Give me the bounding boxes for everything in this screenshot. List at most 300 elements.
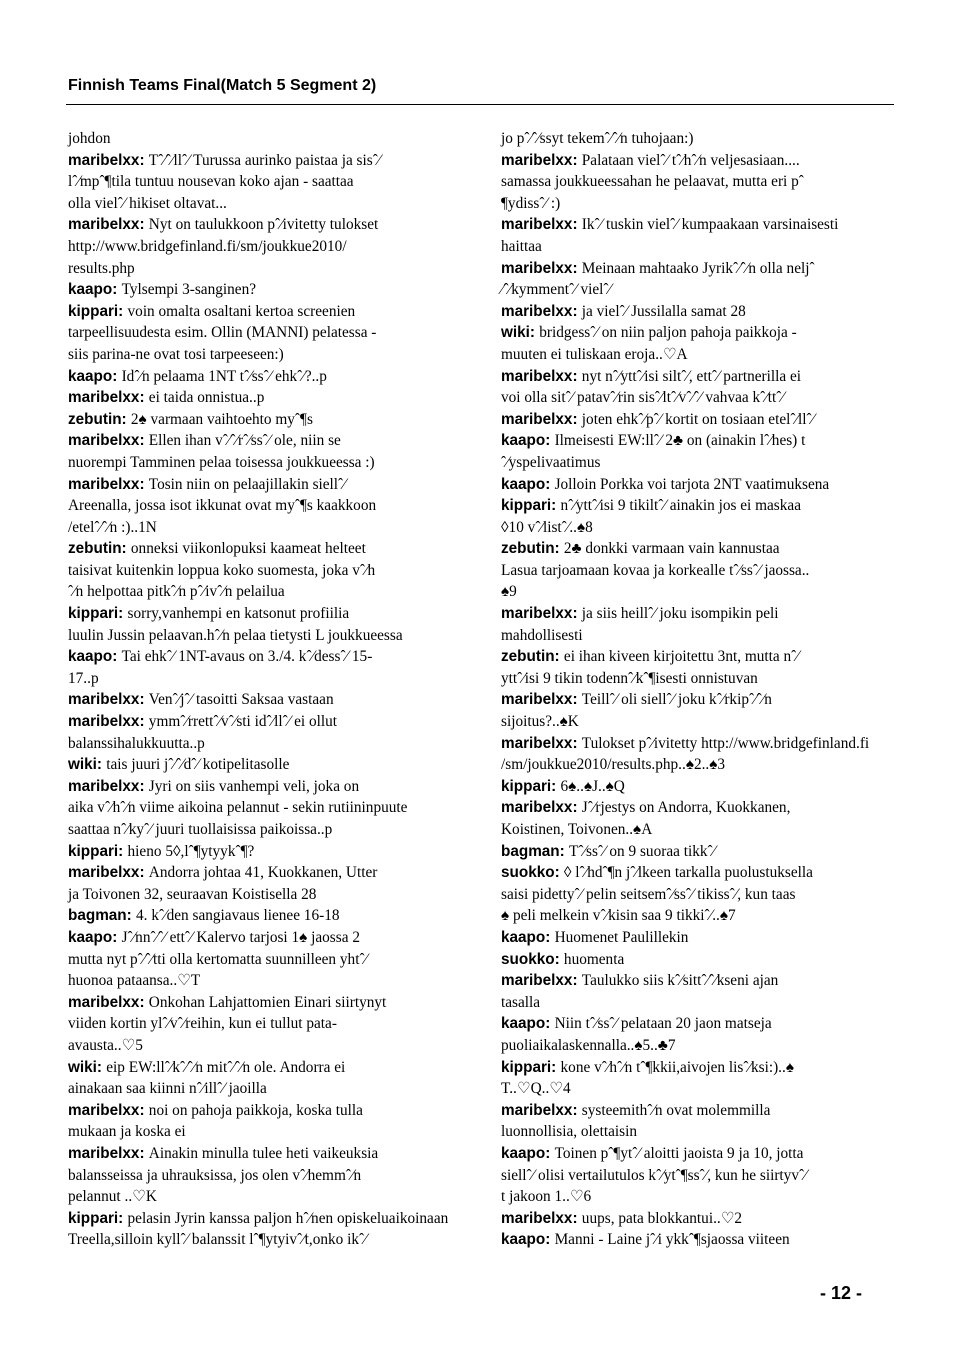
chat-line — [501, 1078, 893, 1100]
speaker-colon: : — [572, 1209, 582, 1227]
message-text: Jyri on siis vanhempi veli, joka on — [148, 777, 360, 795]
speaker-colon: : — [545, 432, 555, 450]
chat-line — [501, 884, 893, 906]
chat-line — [501, 538, 893, 560]
speaker-name: kippari — [68, 605, 119, 623]
speaker-colon: : — [96, 756, 107, 774]
message-text: ˆ⁄n helpottaa pitkˆ⁄n pˆ⁄ivˆ⁄n pelailua — [68, 583, 285, 601]
message-text: noi on pahoja paikkoja, koska tulla — [148, 1101, 363, 1119]
speaker-colon: : — [545, 1015, 555, 1033]
speaker-name: maribelxx — [68, 993, 140, 1011]
message-text: ja siis heillˆ⁄ joku isompikin peli — [581, 605, 779, 623]
speaker-colon: : — [554, 540, 564, 558]
message-text: huonoa pataansa..♡T — [68, 972, 201, 990]
message-text: voi olla sitˆ⁄ patavˆ⁄rin sisˆ⁄ltˆ⁄vˆ⁄ˆ⁄ vahvaa kˆ⁄ttˆ⁄ — [501, 389, 784, 407]
speaker-colon: : — [139, 1144, 149, 1162]
message-text: olla vielˆ⁄ hikiset oltavat... — [68, 194, 227, 212]
message-text: Tosin niin on pelaajillakin siellˆ⁄ — [148, 475, 346, 493]
speaker-colon: : — [139, 475, 149, 493]
chat-line — [68, 733, 460, 755]
chat-line — [68, 322, 460, 344]
speaker-name: maribelxx — [68, 713, 140, 731]
message-text: T..♡Q..♡4 — [501, 1080, 571, 1098]
chat-line — [501, 797, 893, 819]
speaker-colon: : — [139, 864, 149, 882]
chat-line — [68, 603, 460, 625]
page-header-title: Finnish Teams Final(Match 5 Segment 2) — [68, 77, 377, 94]
speaker-colon: : — [559, 842, 570, 860]
chat-line — [68, 1165, 460, 1187]
chat-line — [501, 1100, 893, 1122]
chat-line — [501, 128, 893, 150]
chat-line — [501, 1013, 893, 1035]
message-text: yttˆ⁄isi 9 tikin todennˆ⁄kˆ¶isesti onnistuvan — [501, 669, 758, 687]
chat-line — [68, 754, 460, 776]
chat-line — [501, 452, 893, 474]
message-text: Manni - Laine jˆ⁄i ykkˆ¶sjaossa viiteen — [554, 1231, 790, 1249]
speaker-colon: : — [139, 216, 149, 234]
message-text: t jakoon 1..♡6 — [501, 1188, 592, 1206]
speaker-colon: : — [554, 648, 564, 666]
message-text: Meinaan mahtaako Jyrikˆ⁄ˆ⁄n olla neljˆ — [581, 259, 815, 277]
speaker-colon: : — [139, 151, 149, 169]
message-text: mutta nyt pˆ⁄ˆ⁄tti olla kertomatta suunnilleen yhtˆ⁄ — [68, 950, 368, 968]
message-text: Idˆ⁄n pelaama 1NT tˆ⁄ssˆ⁄ ehkˆ⁄?..p — [121, 367, 327, 385]
chat-line — [501, 322, 893, 344]
message-text: johdon — [68, 130, 111, 147]
speaker-colon: : — [554, 950, 564, 968]
message-text: puoliaikalaskennalla..♠5..♣7 — [501, 1036, 676, 1054]
message-text: haittaa — [501, 237, 542, 255]
chat-line — [68, 776, 460, 798]
right-column — [501, 128, 893, 1251]
chat-line — [501, 905, 893, 927]
message-text: voin omalta osaltani kertoa screenien — [127, 302, 356, 320]
speaker-name: kaapo — [501, 1144, 546, 1162]
message-text: /sm/joukkue2010/results.php..♠2..♠3 — [501, 756, 726, 774]
chat-line — [501, 625, 893, 647]
speaker-colon: : — [529, 324, 540, 342]
chat-line — [68, 387, 460, 409]
message-text: lˆ⁄mpˆ¶tila tuntuu nousevan koko ajan - saattaa — [68, 173, 354, 191]
speaker-colon: : — [139, 713, 149, 731]
speaker-name: kaapo — [501, 928, 546, 946]
chat-line — [68, 819, 460, 841]
speaker-colon: : — [112, 648, 122, 666]
speaker-colon: : — [572, 799, 582, 817]
message-text: ja Toivonen 32, seuraavan Koistisella 28 — [68, 885, 317, 903]
message-text: Andorra johtaa 41, Kuokkanen, Utter — [148, 864, 378, 882]
message-text: ei taida onnistua..p — [148, 389, 265, 407]
speaker-colon: : — [572, 259, 582, 277]
message-text: Tˆ⁄ssˆ⁄ on 9 suoraa tikkˆ⁄ — [569, 842, 716, 860]
message-text: ei ihan kiveen kirjoitettu 3nt, mutta nˆ⁄ — [563, 648, 799, 666]
speaker-colon: : — [118, 842, 128, 860]
chat-line — [68, 625, 460, 647]
chat-line — [68, 279, 460, 301]
left-column — [68, 128, 460, 1251]
message-text: 17..p — [68, 669, 99, 687]
speaker-name: kaapo — [68, 928, 113, 946]
message-text: Ilmeisesti EW:llˆ⁄ 2♣ on (ainakin lˆ⁄hes) t — [554, 432, 806, 450]
message-text: 2♠ varmaan vaihtoehto myˆ¶s — [130, 410, 313, 428]
speaker-name: wiki — [68, 756, 97, 774]
message-text: Palataan vielˆ⁄ tˆ⁄hˆ⁄n veljesasiaan.... — [581, 151, 800, 169]
message-text: muuten ei tuliskaan eroja..♡A — [501, 345, 688, 363]
chat-line — [68, 884, 460, 906]
message-text: ♠ peli melkein vˆ⁄kisin saa 9 tikkiˆ⁄..♠7 — [501, 907, 736, 925]
message-text: 4. kˆ⁄den sangiavaus lienee 16-18 — [136, 907, 340, 925]
speaker-name: kaapo — [501, 432, 546, 450]
speaker-name: maribelxx — [68, 216, 140, 234]
speaker-colon: : — [139, 1101, 149, 1119]
message-text: hieno 5◊,lˆ¶ytyykˆ¶? — [127, 842, 255, 860]
speaker-name: maribelxx — [68, 691, 140, 709]
speaker-name: maribelxx — [501, 216, 573, 234]
message-text: onneksi viikonlopuksi kaameat helteet — [130, 540, 366, 558]
message-text: ja vielˆ⁄ Jussilalla samat 28 — [581, 302, 746, 320]
chat-line — [68, 927, 460, 949]
chat-line — [68, 474, 460, 496]
chat-line — [501, 236, 893, 258]
chat-line — [68, 668, 460, 690]
speaker-name: maribelxx — [501, 691, 573, 709]
message-text: tasalla — [501, 993, 541, 1011]
message-text: ¶ydissˆ⁄ :) — [501, 194, 561, 212]
chat-line — [501, 1165, 893, 1187]
speaker-name: maribelxx — [501, 259, 573, 277]
chat-line — [501, 603, 893, 625]
speaker-name: maribelxx — [501, 972, 573, 990]
chat-line — [501, 171, 893, 193]
message-text: results.php — [68, 259, 135, 277]
message-text: ˆ⁄yspelivaatimus — [501, 453, 601, 471]
chat-line — [68, 970, 460, 992]
message-text: ◊10 vˆ⁄listˆ⁄..♠8 — [501, 518, 593, 536]
message-text: sijoitus?..♠K — [501, 713, 579, 731]
message-text: nyt nˆ⁄yttˆ⁄isi siltˆ⁄, ettˆ⁄ partnerilla ei — [581, 367, 802, 385]
message-text: balansseissa ja uhrauksissa, jos olen vˆ⁄hemmˆ⁄n — [68, 1166, 362, 1184]
chat-line — [501, 495, 893, 517]
chat-line — [501, 560, 893, 582]
speaker-colon: : — [121, 410, 131, 428]
chat-line — [501, 819, 893, 841]
message-text: Teillˆ⁄ oli siellˆ⁄ joku kˆ⁄rkipˆ⁄ˆ⁄n — [581, 691, 772, 709]
chat-line — [501, 344, 893, 366]
message-text: Ikˆ⁄ tuskin vielˆ⁄ kumpaakaan varsinaisesti — [581, 216, 839, 234]
chat-line — [68, 841, 460, 863]
speaker-colon: : — [118, 605, 128, 623]
speaker-name: zebutin — [501, 540, 555, 558]
speaker-name: zebutin — [68, 410, 122, 428]
message-text: Niin tˆ⁄ssˆ⁄ pelataan 20 jaon matseja — [554, 1015, 772, 1033]
speaker-colon: : — [572, 605, 582, 623]
message-text: viiden kortin ylˆ⁄vˆ⁄reihin, kun ei tullut pata- — [68, 1015, 337, 1033]
chat-line — [68, 1121, 460, 1143]
chat-line — [68, 1078, 460, 1100]
speaker-colon: : — [112, 367, 122, 385]
chat-line — [68, 366, 460, 388]
message-text: sorry,vanhempi en katsonut profiilia — [127, 605, 350, 623]
chat-line — [501, 992, 893, 1014]
speaker-name: zebutin — [68, 540, 122, 558]
speaker-name: suokko — [501, 950, 555, 968]
chat-line — [501, 1035, 893, 1057]
speaker-name: zebutin — [501, 648, 555, 666]
message-text: aika vˆ⁄hˆ⁄n viime aikoina pelannut - sekin rutiininpuute — [68, 799, 408, 817]
chat-line — [68, 1035, 460, 1057]
message-text: Jolloin Porkka voi tarjota 2NT vaatimuksena — [554, 475, 830, 493]
message-text: Tˆ⁄ˆ⁄llˆ⁄ Turussa aurinko paistaa ja sisˆ⁄ — [148, 151, 381, 169]
message-text: Tai ehkˆ⁄ 1NT-avaus on 3./4. kˆ⁄dessˆ⁄ 15- — [121, 648, 373, 666]
message-text: taisivat kuitenkin loppua koko suomesta, joka vˆ⁄h — [68, 561, 376, 579]
speaker-name: kaapo — [501, 1015, 546, 1033]
chat-line — [68, 949, 460, 971]
speaker-colon: : — [139, 993, 149, 1011]
chat-line — [501, 581, 893, 603]
message-text: avausta..♡5 — [68, 1036, 143, 1054]
chat-line — [68, 517, 460, 539]
speaker-name: kaapo — [501, 475, 546, 493]
chat-line — [501, 409, 893, 431]
message-text: mahdollisesti — [501, 626, 583, 644]
speaker-colon: : — [112, 928, 122, 946]
speaker-colon: : — [551, 497, 561, 515]
chat-line — [501, 711, 893, 733]
message-text: Tylsempi 3-sanginen? — [121, 281, 257, 299]
message-text: mukaan ja koska ei — [68, 1123, 186, 1141]
message-text: ainakaan saa kiinni nˆ⁄illˆ⁄ jaoilla — [68, 1080, 267, 1098]
message-text: Lasua tarjoamaan kovaa ja korkealle tˆ⁄ssˆ⁄ jaossa.. — [501, 561, 810, 579]
speaker-name: maribelxx — [68, 864, 140, 882]
chat-line — [68, 150, 460, 172]
chat-line — [68, 193, 460, 215]
chat-line — [501, 366, 893, 388]
speaker-colon: : — [545, 928, 555, 946]
chat-line — [68, 1100, 460, 1122]
chat-line — [501, 733, 893, 755]
speaker-name: maribelxx — [68, 1101, 140, 1119]
speaker-colon: : — [572, 302, 582, 320]
speaker-colon: : — [126, 907, 137, 925]
chat-line — [501, 387, 893, 409]
speaker-name: bagman — [68, 907, 127, 925]
chat-line — [501, 1057, 893, 1079]
speaker-colon: : — [572, 972, 582, 990]
speaker-name: kippari — [68, 842, 119, 860]
chat-line — [68, 1143, 460, 1165]
speaker-name: kippari — [501, 777, 552, 795]
message-text: Ainakin minulla tulee heti vaikeuksia — [148, 1144, 379, 1162]
chat-line — [68, 430, 460, 452]
message-text: 6♠..♠J..♠Q — [560, 777, 625, 795]
message-text: Nyt on taulukkoon pˆ⁄ivitetty tulokset — [148, 216, 379, 234]
chat-line — [68, 862, 460, 884]
chat-line — [68, 797, 460, 819]
chat-line — [501, 193, 893, 215]
speaker-name: kaapo — [501, 1231, 546, 1249]
speaker-colon: : — [572, 367, 582, 385]
speaker-name: maribelxx — [68, 389, 140, 407]
chat-line — [501, 949, 893, 971]
message-text: tarpeellisuudesta esim. Ollin (MANNI) pelatessa - — [68, 324, 377, 342]
chat-line — [68, 711, 460, 733]
chat-line — [501, 754, 893, 776]
message-text: huomenta — [563, 950, 625, 968]
speaker-colon: : — [118, 302, 128, 320]
chat-line — [68, 1186, 460, 1208]
chat-line — [501, 301, 893, 323]
chat-line — [68, 1229, 460, 1251]
speaker-name: maribelxx — [501, 367, 573, 385]
speaker-colon: : — [551, 1058, 561, 1076]
chat-line — [501, 776, 893, 798]
message-text: Toinen pˆ¶ytˆ⁄ aloitti jaoista 9 ja 10, jotta — [554, 1144, 804, 1162]
speaker-name: maribelxx — [501, 799, 573, 817]
speaker-colon: : — [572, 151, 582, 169]
speaker-name: maribelxx — [501, 734, 573, 752]
message-text: tais juuri jˆ⁄ˆ⁄dˆ⁄ kotipelitasolle — [106, 756, 290, 774]
speaker-name: suokko — [501, 864, 555, 882]
speaker-colon: : — [139, 691, 149, 709]
chat-line — [68, 560, 460, 582]
chat-line — [68, 1057, 460, 1079]
message-text: 2♣ donkki varmaan vain kannustaa — [563, 540, 780, 558]
speaker-name: kippari — [68, 302, 119, 320]
chat-line — [501, 517, 893, 539]
chat-line — [68, 128, 460, 150]
speaker-colon: : — [554, 864, 564, 882]
speaker-colon: : — [139, 432, 149, 450]
speaker-name: maribelxx — [501, 605, 573, 623]
message-text: Ellen ihan vˆ⁄ˆ⁄rˆ⁄ssˆ⁄ ole, niin se — [148, 432, 341, 450]
message-text: uups, pata blokkantui..♡2 — [581, 1209, 743, 1227]
chat-line — [68, 258, 460, 280]
chat-line — [68, 646, 460, 668]
speaker-name: kippari — [501, 497, 552, 515]
speaker-name: maribelxx — [501, 151, 573, 169]
chat-line — [501, 970, 893, 992]
message-text: siis parina-ne ovat tosi tarpeeseen:) — [68, 345, 284, 363]
chat-line — [501, 841, 893, 863]
speaker-colon: : — [551, 777, 561, 795]
speaker-colon: : — [572, 691, 582, 709]
message-text: ⁄ˆ⁄kymmentˆ⁄ vielˆ⁄ — [501, 281, 612, 299]
speaker-name: maribelxx — [501, 1209, 573, 1227]
speaker-colon: : — [545, 1144, 555, 1162]
message-text: luulin Jussin pelaavan.hˆ⁄n pelaa tietysti L joukkueessa — [68, 626, 403, 644]
speaker-name: maribelxx — [68, 151, 140, 169]
speaker-colon: : — [118, 1209, 128, 1227]
chat-line — [501, 1208, 893, 1230]
message-text: siellˆ⁄ olisi vertailutulos kˆ⁄ytˆ¶ssˆ⁄, kun he siirtyvˆ⁄ — [501, 1166, 807, 1184]
message-text: systeemithˆ⁄n ovat molemmilla — [581, 1101, 771, 1119]
chat-line — [501, 1229, 893, 1251]
speaker-colon: : — [139, 777, 149, 795]
chat-line — [501, 646, 893, 668]
speaker-name: maribelxx — [68, 432, 140, 450]
page-number: - 12 - — [820, 1283, 863, 1303]
chat-line — [68, 452, 460, 474]
chat-line — [68, 344, 460, 366]
speaker-colon: : — [572, 410, 582, 428]
message-text: nˆ⁄yttˆ⁄isi 9 tikiltˆ⁄ ainakin jos ei maskaa — [560, 497, 801, 515]
speaker-name: maribelxx — [501, 410, 573, 428]
chat-line — [501, 258, 893, 280]
speaker-name: bagman — [501, 842, 560, 860]
speaker-colon: : — [139, 389, 149, 407]
chat-line — [501, 1121, 893, 1143]
speaker-colon: : — [545, 1231, 555, 1249]
message-text: Treella,silloin kyllˆ⁄ balanssit lˆ¶ytyivˆ⁄t,onko ikˆ⁄ — [68, 1231, 367, 1249]
chat-line — [501, 927, 893, 949]
speaker-name: maribelxx — [68, 475, 140, 493]
chat-line — [68, 214, 460, 236]
speaker-colon: : — [112, 281, 122, 299]
chat-line — [68, 1013, 460, 1035]
message-text: Areenalla, jossa isot ikkunat ovat myˆ¶s kaakkoon — [68, 497, 377, 515]
message-text: nuorempi Tamminen pelaa toisessa joukkueessa :) — [68, 453, 375, 471]
speaker-colon: : — [96, 1058, 107, 1076]
chat-line — [68, 538, 460, 560]
message-text: Venˆ⁄jˆ⁄ tasoitti Saksaa vastaan — [148, 691, 334, 709]
message-text: samassa joukkueessahan he pelaavat, mutta eri pˆ — [501, 173, 804, 191]
speaker-name: kippari — [501, 1058, 552, 1076]
message-text: balanssihalukkuutta..p — [68, 734, 205, 752]
message-text: Taulukko siis kˆ⁄sittˆ⁄ˆ⁄kseni ajan — [581, 972, 779, 990]
chat-line — [501, 279, 893, 301]
message-text: pelasin Jyrin kanssa paljon hˆ⁄nen opiskeluaikoinaan — [127, 1209, 449, 1227]
message-text: Jˆ⁄nnˆ⁄ˆ⁄ ettˆ⁄ Kalervo tarjosi 1♠ jaossa 2 — [121, 928, 360, 946]
chat-line — [501, 668, 893, 690]
speaker-name: kippari — [68, 1209, 119, 1227]
message-text: ♠9 — [501, 583, 517, 601]
speaker-name: kaapo — [68, 648, 113, 666]
message-text: http://www.bridgefinland.fi/sm/joukkue2010/ — [68, 237, 347, 255]
message-text: /etelˆ⁄ˆ⁄n :)..1N — [68, 518, 157, 536]
chat-line — [68, 171, 460, 193]
speaker-colon: : — [545, 475, 555, 493]
chat-line — [68, 905, 460, 927]
chat-line — [68, 495, 460, 517]
speaker-name: kaapo — [68, 367, 113, 385]
message-text: Onkohan Lahjattomien Einari siirtynyt — [148, 993, 387, 1011]
chat-line — [68, 301, 460, 323]
speaker-name: kaapo — [68, 281, 113, 299]
chat-line — [68, 1208, 460, 1230]
message-text: bridgessˆ⁄ on niin paljon pahoja paikkoja - — [539, 324, 797, 342]
chat-line — [68, 689, 460, 711]
chat-line — [501, 1143, 893, 1165]
speaker-colon: : — [121, 540, 131, 558]
message-text: saisi pidettyˆ⁄ pelin seitsemˆ⁄ssˆ⁄ tikissˆ⁄, kun taas — [501, 885, 796, 903]
chat-line — [501, 150, 893, 172]
chat-line — [501, 430, 893, 452]
chat-line — [68, 992, 460, 1014]
speaker-colon: : — [572, 1101, 582, 1119]
message-text: ◊ lˆ⁄hdˆ¶n jˆ⁄lkeen tarkalla puolustuksella — [563, 864, 813, 882]
speaker-name: wiki — [68, 1058, 97, 1076]
chat-line — [501, 689, 893, 711]
message-text: kone vˆ⁄hˆ⁄n tˆ¶kkii,aivojen lisˆ⁄ksi:)..♠ — [560, 1058, 794, 1076]
speaker-name: maribelxx — [501, 302, 573, 320]
message-text: Tulokset pˆ⁄ivitetty http://www.bridgefinland.fi — [581, 734, 870, 752]
message-text: saattaa nˆ⁄kyˆ⁄ juuri tuollaisissa paikoissa..p — [68, 821, 333, 838]
header-rule — [66, 104, 894, 105]
message-text: pelannut ..♡K — [68, 1188, 157, 1206]
speaker-name: maribelxx — [501, 1101, 573, 1119]
chat-line — [68, 581, 460, 603]
